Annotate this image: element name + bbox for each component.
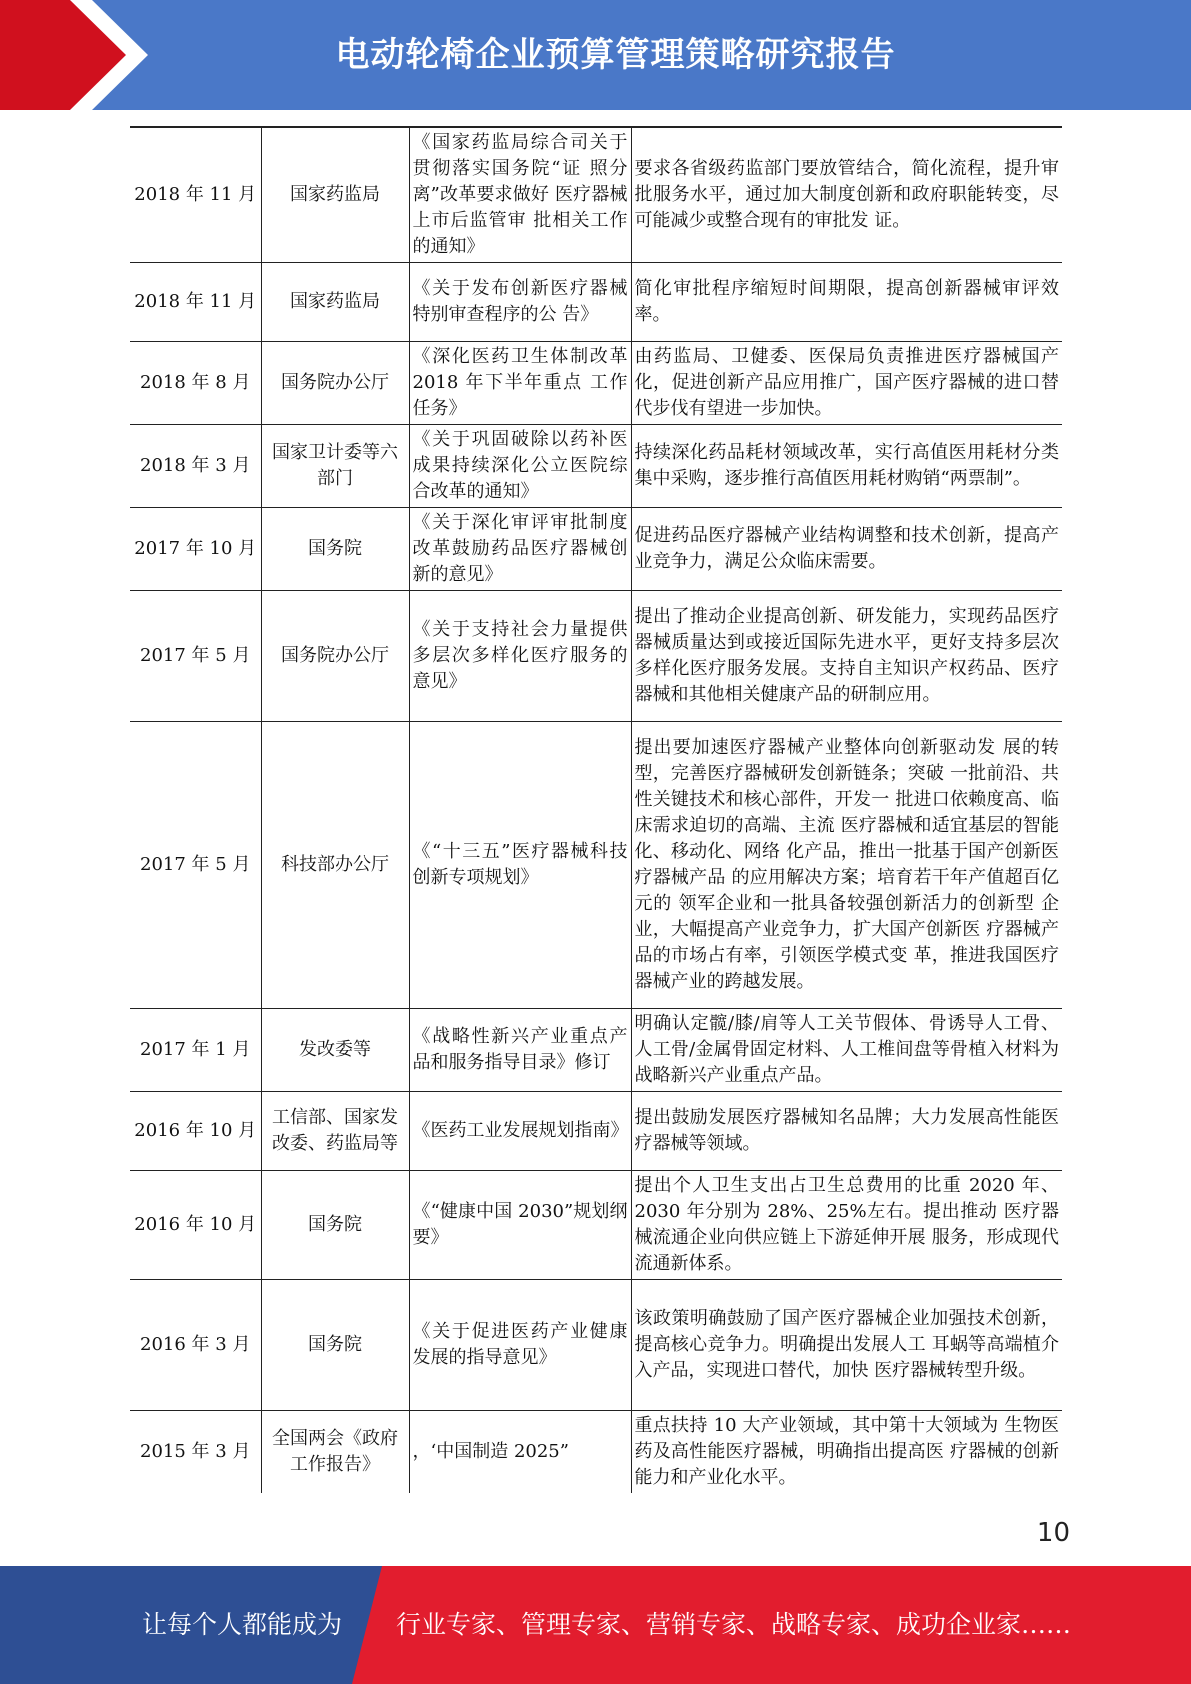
policy-document: 《战略性新兴产业重点产品和服务指导目录》修订: [409, 1009, 631, 1092]
policy-date: 2016 年 10 月: [130, 1171, 261, 1280]
table-row: [130, 1171, 1062, 1280]
table-row: [130, 127, 1062, 263]
policy-department: 国务院: [261, 1280, 409, 1411]
policy-date: 2016 年 10 月: [130, 1092, 261, 1171]
policy-description: 提出要加速医疗器械产业整体向创新驱动发 展的转型，完善医疗器械研发创新链条；突破 一批前沿、共性关键技术和核心部件，开发一 批进口依赖度高、临床需求迫切的高端、主流 医疗器械和适宜基层的智能化、移动化、网络 化产品，推出一批基于国产创新医疗器械产品 的应用解决方案；培育若干年产值超百亿元的 领军企业和一批具备较强创新活力的创新型 企业，大幅提高产业竞争力，扩大国产创新医 疗器械产品的市场占有率，引领医学模式变 革，推进我国医疗器械产业的跨越发展。: [631, 722, 1062, 1009]
policy-department: 发改委等: [261, 1009, 409, 1092]
policy-department: 国家药监局: [261, 127, 409, 263]
policy-department: 国务院: [261, 1171, 409, 1280]
policy-description: 提出了推动企业提高创新、研发能力，实现药品医疗器械质量达到或接近国际先进水平，更好支持多层次多样化医疗服务发展。支持自主知识产权药品、医疗器械和其他相关健康产品的研制应用。: [631, 591, 1062, 722]
table-row: [130, 425, 1062, 508]
page-header: [0, 0, 1191, 110]
policy-date: 2017 年 5 月: [130, 722, 261, 1009]
policy-description: 该政策明确鼓励了国产医疗器械企业加强技术创新，提高核心竞争力。明确提出发展人工 耳蜗等高端植介入产品，实现进口替代，加快 医疗器械转型升级。: [631, 1280, 1062, 1411]
policy-document: 《关于促进医药产业健康发展的指导意见》: [409, 1280, 631, 1411]
policy-document: 《关于深化审评审批制度改革鼓励药品医疗器械创新的意见》: [409, 508, 631, 591]
policy-document: 《“健康中国 2030”规划纲要》: [409, 1171, 631, 1280]
policy-department: 国家药监局: [261, 263, 409, 342]
table-row: [130, 722, 1062, 1009]
policy-department: 国务院办公厅: [261, 342, 409, 425]
policy-date: 2018 年 3 月: [130, 425, 261, 508]
policy-date: 2017 年 1 月: [130, 1009, 261, 1092]
table-row: [130, 342, 1062, 425]
table-row: [130, 1092, 1062, 1171]
page-number: 10: [1036, 1518, 1070, 1548]
policy-department: 国务院办公厅: [261, 591, 409, 722]
policy-date: 2018 年 11 月: [130, 263, 261, 342]
policy-table: [130, 126, 1062, 1493]
table-row: [130, 1009, 1062, 1092]
policy-description: 持续深化药品耗材领域改革，实行高值医用耗材分类集中采购，逐步推行高值医用耗材购销“两票制”。: [631, 425, 1062, 508]
policy-document: 《“十三五”医疗器械科技创新专项规划》: [409, 722, 631, 1009]
policy-date: 2018 年 8 月: [130, 342, 261, 425]
policy-date: 2015 年 3 月: [130, 1411, 261, 1494]
footer-slogan-left: 让每个人都能成为: [142, 1610, 343, 1639]
policy-department: 国家卫计委等六部门: [261, 425, 409, 508]
policy-document: 《深化医药卫生体制改革 2018 年下半年重点 工作任务》: [409, 342, 631, 425]
policy-date: 2017 年 5 月: [130, 591, 261, 722]
policy-department: 科技部办公厅: [261, 722, 409, 1009]
policy-document: 《医药工业发展规划指南》: [409, 1092, 631, 1171]
policy-document: 《关于支持社会力量提供多层次多样化医疗服务的意见》: [409, 591, 631, 722]
policy-description: 简化审批程序缩短时间期限，提高创新器械审评效率。: [631, 263, 1062, 342]
report-title: 电动轮椅企业预算管理策略研究报告: [335, 35, 896, 75]
table-row: [130, 591, 1062, 722]
policy-date: 2016 年 3 月: [130, 1280, 261, 1411]
policy-description: 由药监局、卫健委、医保局负责推进医疗器械国产化，促进创新产品应用推广，国产医疗器械的进口替代步伐有望进一步加快。: [631, 342, 1062, 425]
policy-date: 2018 年 11 月: [130, 127, 261, 263]
footer-slogan-right: 行业专家、管理专家、营销专家、战略专家、成功企业家……: [396, 1610, 1072, 1639]
table-row: [130, 1280, 1062, 1411]
policy-description: 提出个人卫生支出占卫生总费用的比重 2020 年、2030 年分别为 28%、25%左右。提出推动 医疗器械流通企业向供应链上下游延伸开展 服务，形成现代流通新体系。: [631, 1171, 1062, 1280]
policy-document: 《关于发布创新医疗器械特别审查程序的公 告》: [409, 263, 631, 342]
policy-document: 《国家药监局综合司关于贯彻落实国务院“证 照分离”改革要求做好 医疗器械上市后监管审 批相关工作的通知》: [409, 127, 631, 263]
policy-department: 国务院: [261, 508, 409, 591]
policy-department: 工信部、国家发改委、药监局等: [261, 1092, 409, 1171]
table-row: [130, 508, 1062, 591]
table-row: [130, 1411, 1062, 1494]
policy-description: 重点扶持 10 大产业领域，其中第十大领域为 生物医药及高性能医疗器械，明确指出提高医 疗器械的创新能力和产业化水平。: [631, 1411, 1062, 1494]
policy-description: 促进药品医疗器械产业结构调整和技术创新，提高产业竞争力，满足公众临床需要。: [631, 508, 1062, 591]
policy-department: 全国两会《政府工作报告》: [261, 1411, 409, 1494]
policy-description: 要求各省级药监部门要放管结合，简化流程，提升审批服务水平，通过加大制度创新和政府职能转变，尽可能减少或整合现有的审批发 证。: [631, 127, 1062, 263]
policy-description: 提出鼓励发展医疗器械知名品牌；大力发展高性能医疗器械等领域。: [631, 1092, 1062, 1171]
policy-description: 明确认定髋/膝/肩等人工关节假体、骨诱导人工骨、人工骨/金属骨固定材料、人工椎间盘等骨植入材料为战略新兴产业重点产品。: [631, 1009, 1062, 1092]
policy-document: ，‘中国制造 2025”: [409, 1411, 631, 1494]
policy-date: 2017 年 10 月: [130, 508, 261, 591]
table-row: [130, 263, 1062, 342]
policy-document: 《关于巩固破除以药补医成果持续深化公立医院综合改革的通知》: [409, 425, 631, 508]
page-footer: [0, 1566, 1191, 1684]
